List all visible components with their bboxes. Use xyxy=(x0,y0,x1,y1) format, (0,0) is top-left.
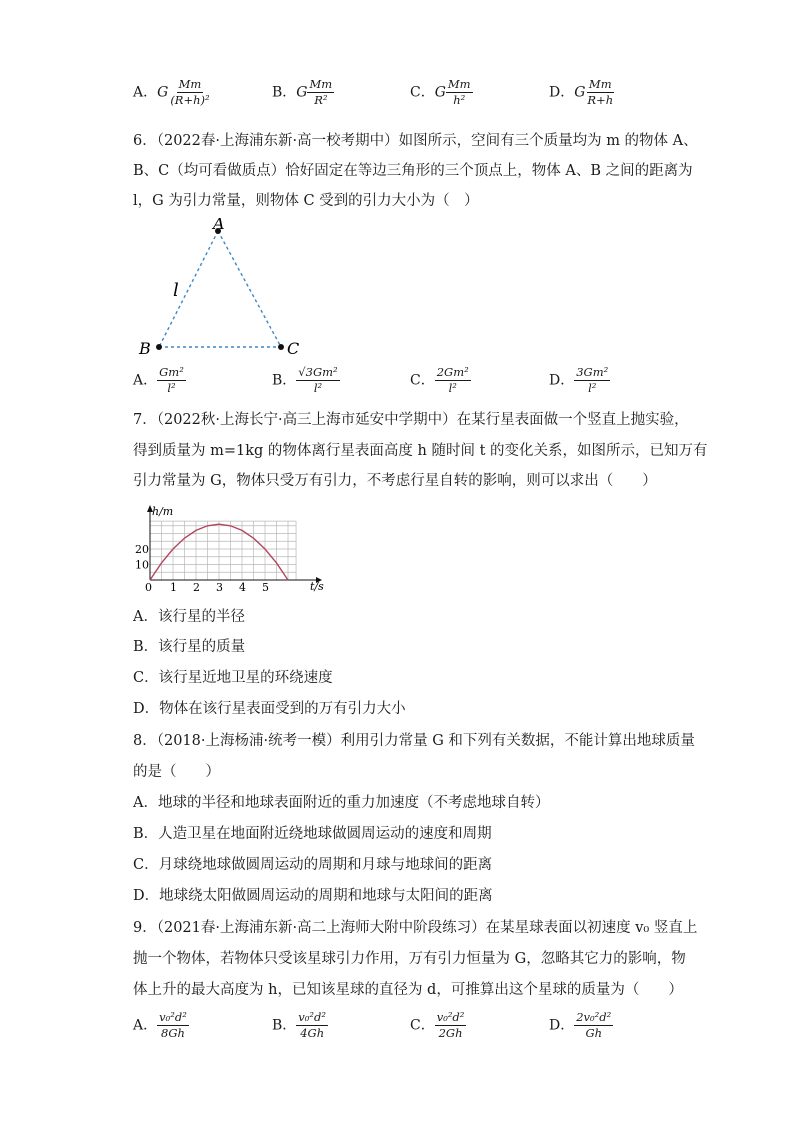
q6-stem-line-3: l，G 为引力常量，则物体 C 受到的引力大小为（ ） xyxy=(133,193,479,209)
q5-option-b-fraction: $\frac{Mm}{\text{R²}}$ xyxy=(309,77,333,107)
chart-x-axis-label: t/s xyxy=(310,580,324,593)
q7-stem-line-2: 得到质量为 m=1kg 的物体离行星表面高度 h 随时间 t 的变化关系，如图所示，已知万有 xyxy=(133,443,708,459)
q6-option-b[interactable]: B． $\frac{\text{√3Gm²}}{\text{l²}}$ xyxy=(272,365,338,395)
q9-stem-line-2: 抛一个物体，若物体只受该星球引力作用，万有引力恒量为 G，忽略其它力的影响，物 xyxy=(133,951,686,967)
triangle-side-ab xyxy=(159,231,218,347)
q6-stem-line-2: B、C（均可看做质点）恰好固定在等边三角形的三个顶点上，物体 A、B 之间的距离为 xyxy=(133,163,693,179)
q6-option-a-fraction: $\frac{\text{Gm²}}{\text{l²}}$ xyxy=(159,365,184,395)
q9-option-b[interactable]: B． $\frac{\text{v₀²d²}}{4Gh}$ xyxy=(272,1010,326,1040)
x-tick-label: 0 xyxy=(145,581,152,594)
vertex-c-label: C xyxy=(287,339,300,358)
q9-option-b-fraction: $\frac{\text{v₀²d²}}{4Gh}$ xyxy=(298,1010,326,1040)
vertex-c-point xyxy=(278,344,284,350)
q6-option-c-fraction: $\frac{\text{2Gm²}}{\text{l²}}$ xyxy=(436,365,469,395)
triangle-side-ac xyxy=(218,231,281,347)
x-tick-label: 4 xyxy=(239,581,246,594)
chart-tick-labels xyxy=(135,543,269,594)
q9-option-d-fraction: $\frac{\text{2v₀²d²}}{Gh}$ xyxy=(576,1010,612,1040)
x-tick-label: 5 xyxy=(262,581,269,594)
chart-y-axis-label: h/m xyxy=(152,505,174,518)
q5-option-c[interactable]: C．G $\frac{Mm}{\text{h²}}$ xyxy=(410,77,471,107)
q6-triangle-figure xyxy=(130,218,320,360)
q8-stem-line-2: 的是（ ） xyxy=(133,764,220,780)
vertex-b-label: B xyxy=(139,339,151,358)
q5-option-a-fraction: $\frac{Mm}{\text{(R+h)²}}$ xyxy=(170,77,210,107)
q7-option-d[interactable]: D．物体在该行星表面受到的万有引力大小 xyxy=(133,701,406,717)
q5-option-b[interactable]: B．G $\frac{Mm}{\text{R²}}$ xyxy=(272,77,333,107)
q8-option-c[interactable]: C．月球绕地球做圆周运动的周期和月球与地球间的距离 xyxy=(133,857,493,873)
vertex-a-label: A xyxy=(213,218,225,233)
q7-height-time-chart xyxy=(130,502,330,598)
q7-option-a[interactable]: A．该行星的半径 xyxy=(133,609,245,625)
q9-option-c[interactable]: C． $\frac{\text{v₀²d²}}{2Gh}$ xyxy=(410,1010,465,1040)
q9-option-c-fraction: $\frac{\text{v₀²d²}}{2Gh}$ xyxy=(436,1010,465,1040)
q8-option-d[interactable]: D．地球绕太阳做圆周运动的周期和地球与太阳间的距离 xyxy=(133,888,493,904)
q9-option-a[interactable]: A． $\frac{\text{v₀²d²}}{8Gh}$ xyxy=(133,1010,187,1040)
q6-option-b-fraction: $\frac{\text{√3Gm²}}{\text{l²}}$ xyxy=(298,365,338,395)
q6-option-d[interactable]: D． $\frac{\text{3Gm²}}{\text{l²}}$ xyxy=(549,365,609,395)
x-tick-label: 1 xyxy=(170,581,177,594)
x-tick-label: 3 xyxy=(216,581,223,594)
y-tick-label: 10 xyxy=(135,558,149,572)
q5-option-d-fraction: $\frac{Mm}{R+h}$ xyxy=(587,77,614,107)
q6-option-a[interactable]: A． $\frac{\text{Gm²}}{\text{l²}}$ xyxy=(133,365,184,395)
q8-stem-line-1: 8．（2018·上海杨浦·统考一模）利用引力常量 G 和下列有关数据，不能计算出地球质量 xyxy=(133,733,695,749)
side-l-label: l xyxy=(173,280,179,301)
q9-option-d[interactable]: D． $\frac{\text{2v₀²d²}}{Gh}$ xyxy=(549,1010,612,1040)
q7-stem-line-3: 引力常量为 G，物体只受万有引力，不考虑行星自转的影响，则可以求出（ ） xyxy=(133,473,657,489)
q6-option-d-fraction: $\frac{\text{3Gm²}}{\text{l²}}$ xyxy=(576,365,609,395)
q7-option-c[interactable]: C．该行星近地卫星的环绕速度 xyxy=(133,670,333,686)
q7-stem-line-1: 7．（2022秋·上海长宁·高三上海市延安中学期中）在某行星表面做一个竖直上抛实验， xyxy=(133,412,689,428)
q9-stem-line-1: 9．（2021春·上海浦东新·高二上海师大附中阶段练习）在某星球表面以初速度 v₀ 竖直上 xyxy=(133,920,698,936)
q9-stem-line-3: 体上升的最大高度为 h，已知该星球的直径为 d，可推算出这个星球的质量为（ ） xyxy=(133,982,683,998)
y-tick-label: 20 xyxy=(135,543,149,556)
q9-option-a-fraction: $\frac{\text{v₀²d²}}{8Gh}$ xyxy=(159,1010,187,1040)
q5-option-d[interactable]: D．G $\frac{Mm}{R+h}$ xyxy=(549,77,614,107)
q6-stem-line-1: 6．（2022春·上海浦东新·高一校考期中）如图所示，空间有三个质量均为 m 的物体 A、 xyxy=(133,133,698,149)
q7-option-b[interactable]: B．该行星的质量 xyxy=(133,639,246,655)
q8-option-b[interactable]: B．人造卫星在地面附近绕地球做圆周运动的速度和周期 xyxy=(133,826,492,842)
q8-option-a[interactable]: A．地球的半径和地球表面附近的重力加速度（不考虑地球自转） xyxy=(133,795,550,811)
x-tick-label: 2 xyxy=(193,581,200,594)
q6-option-c[interactable]: C． $\frac{\text{2Gm²}}{\text{l²}}$ xyxy=(410,365,469,395)
q5-option-c-fraction: $\frac{Mm}{\text{h²}}$ xyxy=(447,77,471,107)
vertex-b-point xyxy=(156,344,162,350)
q5-option-a[interactable]: A．G $\frac{Mm}{\text{(R+h)²}}$ xyxy=(133,77,210,107)
